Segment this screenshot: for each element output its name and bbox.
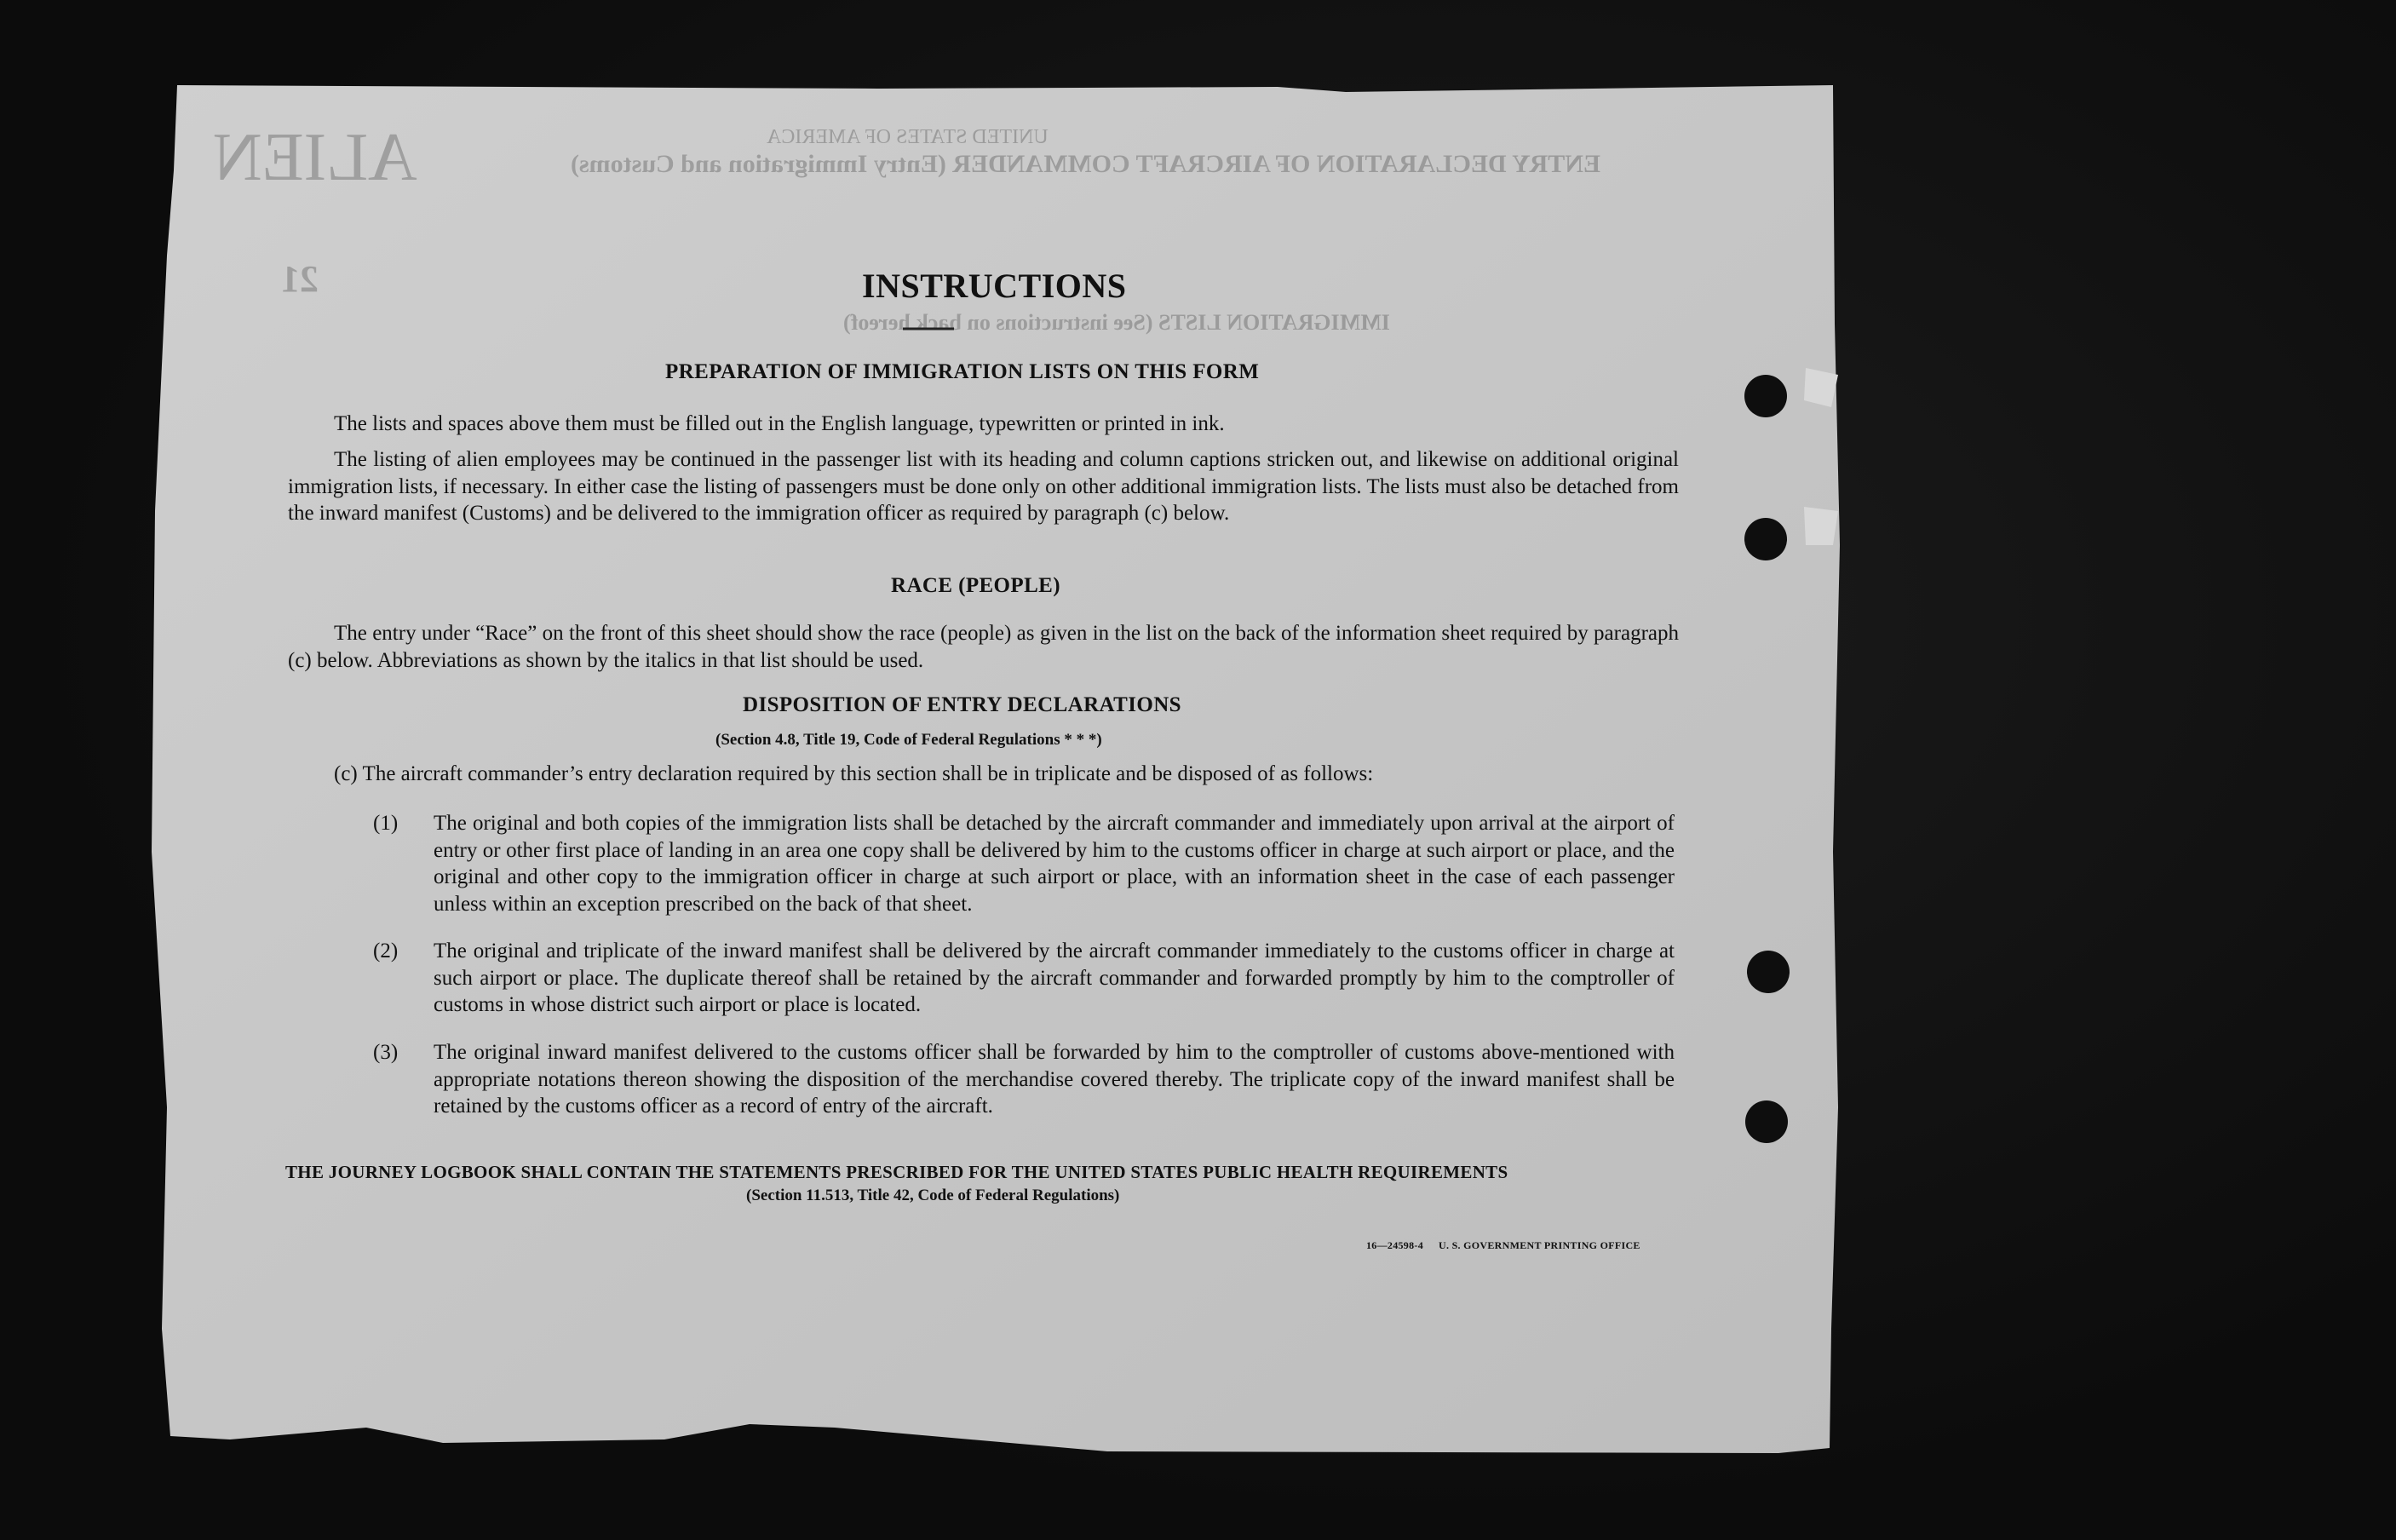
bleed-through-text: ENTRY DECLARATION OF AIRCRAFT COMMANDER (Entry Immigration and Customs) [571, 150, 1600, 178]
item-text: The original and triplicate of the inward manifest shall be delivered by the aircraft commander immediately to the customs officer in charge at such airport or place. The duplicate thereof shall be retained by the aircraft commander and forwarded promptly by him to the comptroller of customs in whose district such airport or place is located. [434, 940, 1675, 1016]
list-item [373, 1039, 1675, 1120]
printer-name: U. S. GOVERNMENT PRINTING OFFICE [1439, 1239, 1640, 1251]
logbook-citation: (Section 11.513, Title 42, Code of Federal Regulations) [746, 1187, 1120, 1204]
bleed-through-stamp: ALIEN [213, 120, 417, 195]
section-heading-disposition: DISPOSITION OF ENTRY DECLARATIONS [743, 693, 1181, 716]
item-number: (3) [373, 1041, 399, 1064]
item-number: (2) [373, 940, 399, 962]
paragraph-c-intro: (c) The aircraft commander’s entry declaration required by this section shall be in triplicate and be disposed of as follows: [334, 762, 1374, 785]
paragraph-alien-employees: The listing of alien employees may be continued in the passenger list with its heading and column captions stricken out, and likewise on additional original immigration lists, if necessary. In either case the listing of passengers must be done only on other additional immigration lists. The lists must also be detached from the inward manifest (Customs) and be delivered to the immigration officer as required by paragraph (c) below. [288, 448, 1680, 525]
item-text: The original and both copies of the immigration lists shall be detached by the aircraft commander and immediately upon arrival at the airport of entry or other first place of landing in an area one copy shall be delivered by him to the customs officer in charge at such airport or place, and the original and other copy to the immigration officer in charge at such airport or place, with an information sheet in the case of each passenger unless within an exception prescribed on the back of that sheet. [434, 812, 1675, 916]
printer-imprint [1366, 1239, 1640, 1252]
paragraph-english-language: The lists and spaces above them must be filled out in the English language, typewritten or printed in ink. [334, 412, 1225, 435]
bleed-through-text: IMMIGRATION LISTS (See instructions on back hereof) [843, 310, 1390, 335]
bleed-through-text: UNITED STATES OF AMERICA [767, 126, 1049, 148]
page-title: INSTRUCTIONS [862, 267, 1127, 305]
section-heading-race: RACE (PEOPLE) [891, 574, 1060, 597]
list-item [373, 810, 1675, 917]
bleed-through-number: 21 [281, 258, 319, 300]
item-text: The original inward manifest delivered to the customs officer shall be forwarded by him to the comptroller of customs above-mentioned with appropriate notations thereon showing the disposition of the merchandise covered thereby. The triplicate copy of the inward manifest shall be retained by the customs officer as a record of entry of the aircraft. [434, 1041, 1675, 1118]
paragraph-race: The entry under “Race” on the front of this sheet should show the race (people) as given in the list on the back of the information sheet required by paragraph (c) below. Abbreviations as shown by the italics in that list should be used. [288, 622, 1679, 672]
section-heading-preparation: PREPARATION OF IMMIGRATION LISTS ON THIS FORM [665, 360, 1260, 383]
logbook-statement: THE JOURNEY LOGBOOK SHALL CONTAIN THE STATEMENTS PRESCRIBED FOR THE UNITED STATES PUBLIC HEALTH REQUIREMENTS [285, 1162, 1508, 1182]
item-number: (1) [373, 812, 399, 835]
list-item [373, 938, 1675, 1019]
print-code: 16—24598-4 [1366, 1239, 1423, 1251]
disposition-citation: (Section 4.8, Title 19, Code of Federal Regulations * * *) [715, 731, 1102, 749]
